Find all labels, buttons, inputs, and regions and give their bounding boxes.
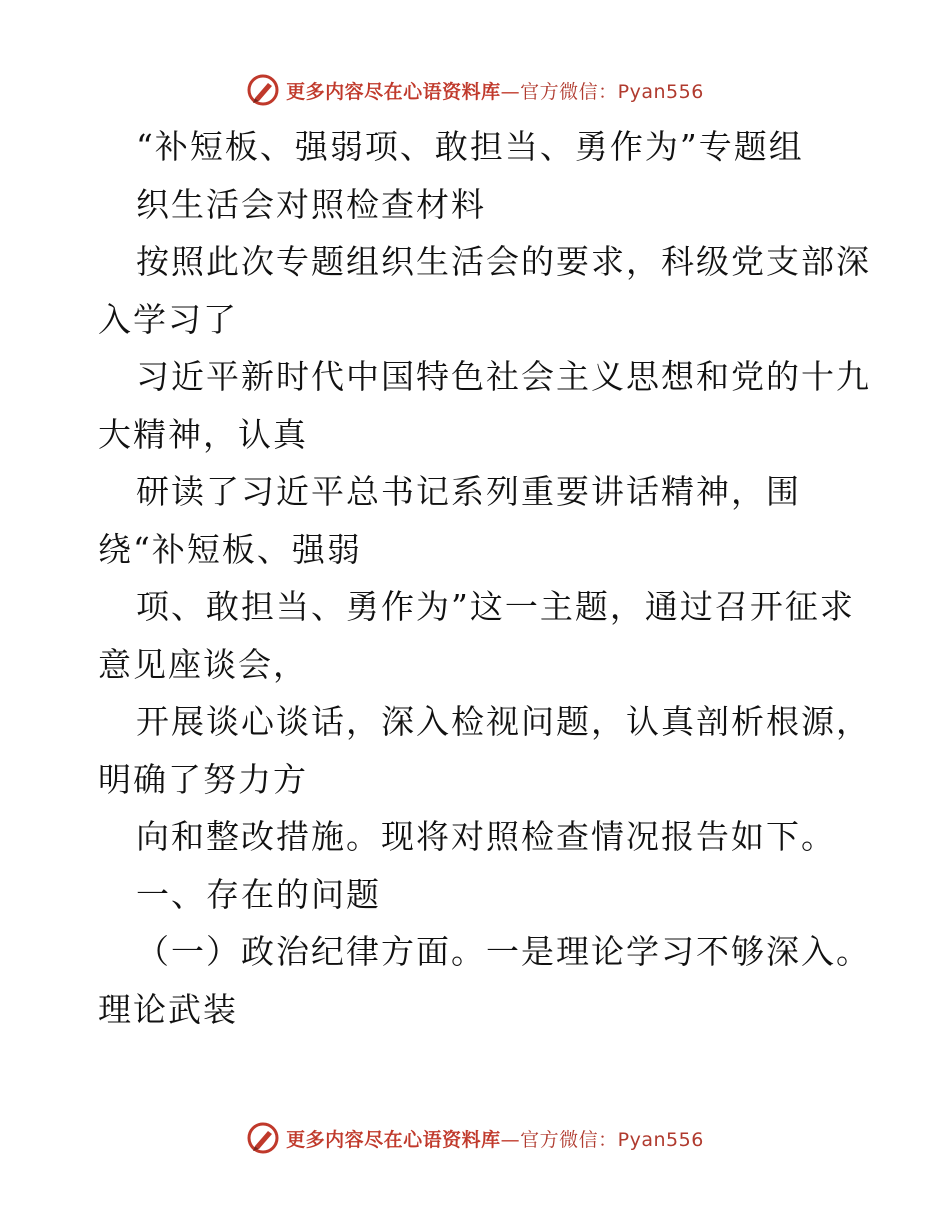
- paragraph-line: 项、敢担当、勇作为”这一主题，通过召开征求: [136, 587, 855, 626]
- paragraph-line: 开展谈心谈话，深入检视问题，认真剖析根源，: [136, 702, 871, 741]
- footer-watermark-banner: [0, 1118, 950, 1158]
- paragraph-line: 研读了习近平总书记系列重要讲话精神，围: [136, 472, 801, 511]
- paragraph-line: 绕“补短板、强弱: [98, 529, 362, 569]
- paragraph-line: 明确了努力方: [98, 759, 308, 799]
- paragraph-line: （一）政治纪律方面。一是理论学习不够深入。: [136, 932, 871, 971]
- footer-banner-text: [286, 1125, 704, 1152]
- header-watermark-banner: [0, 70, 950, 110]
- title-line-1: “补短板、强弱项、敢担当、勇作为”专题组: [136, 127, 804, 166]
- header-banner-text: [286, 77, 704, 104]
- header-separator: —: [500, 80, 521, 103]
- paragraph-line: 理论武装: [98, 989, 238, 1029]
- footer-separator: —: [500, 1128, 521, 1151]
- paragraph-line: 习近平新时代中国特色社会主义思想和党的十九: [136, 357, 871, 396]
- paragraph-line: 入学习了: [98, 299, 238, 339]
- document-body: [98, 118, 871, 1038]
- section-heading: 一、存在的问题: [136, 874, 381, 914]
- header-wechat-text: 官方微信：Pyan556: [520, 80, 704, 103]
- pen-logo-icon: [246, 73, 280, 107]
- footer-brand-text: 更多内容尽在心语资料库: [286, 1128, 501, 1151]
- paragraph-line: 大精神，认真: [98, 414, 308, 454]
- footer-wechat-text: 官方微信：Pyan556: [520, 1128, 704, 1151]
- paragraph-line: 意见座谈会，: [98, 644, 308, 684]
- pen-logo-icon: [246, 1121, 280, 1155]
- header-brand-text: 更多内容尽在心语资料库: [286, 80, 501, 103]
- title-line-2: 织生活会对照检查材料: [136, 184, 486, 224]
- paragraph-line: 按照此次专题组织生活会的要求，科级党支部深: [136, 242, 871, 281]
- paragraph-line: 向和整改措施。现将对照检查情况报告如下。: [136, 817, 836, 856]
